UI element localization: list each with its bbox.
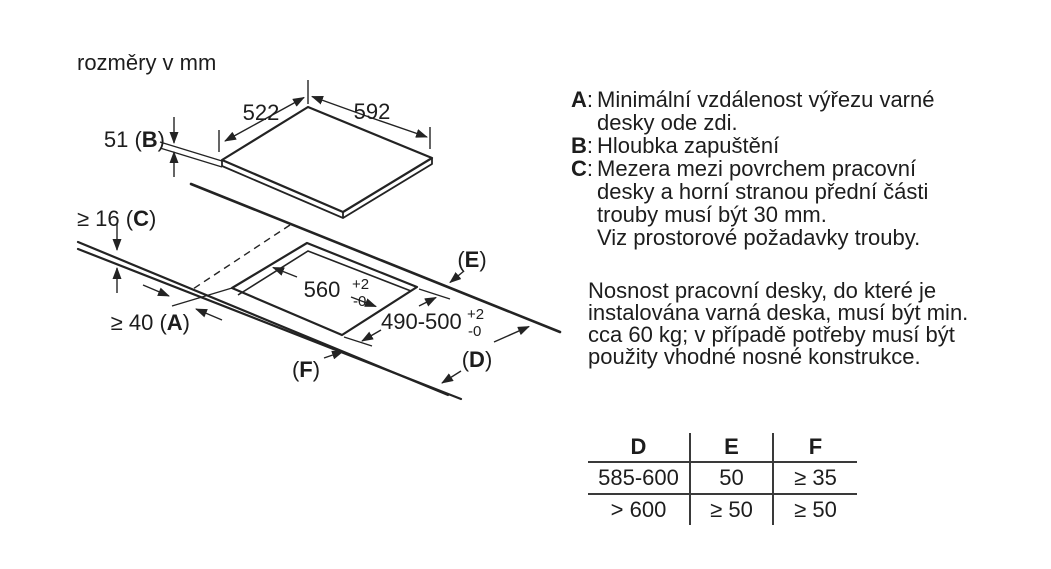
table-header-f: F (773, 433, 857, 462)
dim-490-500-tol-minus: -0 (468, 323, 482, 340)
table-cell: 50 (690, 462, 773, 494)
note-line: desky a horní stranou přední části (597, 179, 929, 204)
note-line: Minimální vzdálenost výřezu varné (597, 87, 935, 112)
dim-560-tol-plus: +2 (352, 276, 370, 293)
note-key-b: B: (571, 133, 594, 158)
dim-592-label: 592 (353, 99, 391, 124)
dim-b-label: 51 (B) (103, 127, 165, 152)
dim-a-label: ≥ 40 (A) (110, 310, 190, 335)
annotation-list (571, 88, 934, 249)
dim-522-label: 522 (242, 100, 280, 125)
note-line: trouby musí být 30 mm. (597, 202, 827, 227)
dim-560-value: 560 (303, 277, 341, 302)
paragraph-line: Nosnost pracovní desky, do které je (588, 278, 937, 303)
note-line: Viz prostorové požadavky trouby. (597, 225, 921, 250)
note-item-c (571, 157, 934, 249)
paragraph-line: cca 60 kg; v případě potřeby musí být (588, 322, 955, 347)
label-e-text: (E) (457, 247, 487, 272)
dim-c-label: ≥ 16 (C) (77, 206, 157, 231)
table-cell: ≥ 50 (773, 494, 857, 525)
table-cell: ≥ 50 (690, 494, 773, 525)
page-title: rozměry v mm (77, 50, 217, 75)
table-cell: ≥ 35 (773, 462, 857, 494)
def-dimension-table (588, 433, 857, 525)
dim-560-tol-minus: -0 (353, 293, 367, 310)
label-d (442, 327, 529, 384)
table-header-row (588, 433, 857, 462)
dim-c (77, 206, 156, 293)
note-item-a (571, 88, 934, 134)
dim-490-500-tol-plus: +2 (467, 306, 485, 323)
table-row (588, 462, 857, 494)
table-row (588, 494, 857, 525)
table-header-e: E (690, 433, 773, 462)
table-header-d: D (588, 433, 690, 462)
paragraph-line: instalována varná deska, musí být min. (588, 300, 969, 325)
table-cell: > 600 (610, 497, 667, 522)
label-e (450, 247, 487, 283)
note-key-a: A: (571, 87, 594, 112)
note-line: Hloubka zapuštění (597, 133, 780, 158)
dim-b (104, 117, 222, 177)
note-item-b (571, 134, 934, 157)
label-f (292, 352, 343, 383)
dim-a (111, 285, 232, 335)
label-d-text: (D) (461, 347, 493, 372)
dim-490-500-value: 490-500 (381, 309, 462, 334)
note-key-c: C: (571, 156, 594, 181)
note-line: desky ode zdi. (597, 110, 738, 135)
table-cell: 585-600 (588, 462, 690, 494)
note-line: Mezera mezi povrchem pracovní (597, 156, 917, 181)
load-capacity-paragraph (588, 280, 968, 368)
label-f-text: (F) (291, 357, 321, 382)
paragraph-line: použity vhodné nosné konstrukce. (588, 344, 921, 369)
